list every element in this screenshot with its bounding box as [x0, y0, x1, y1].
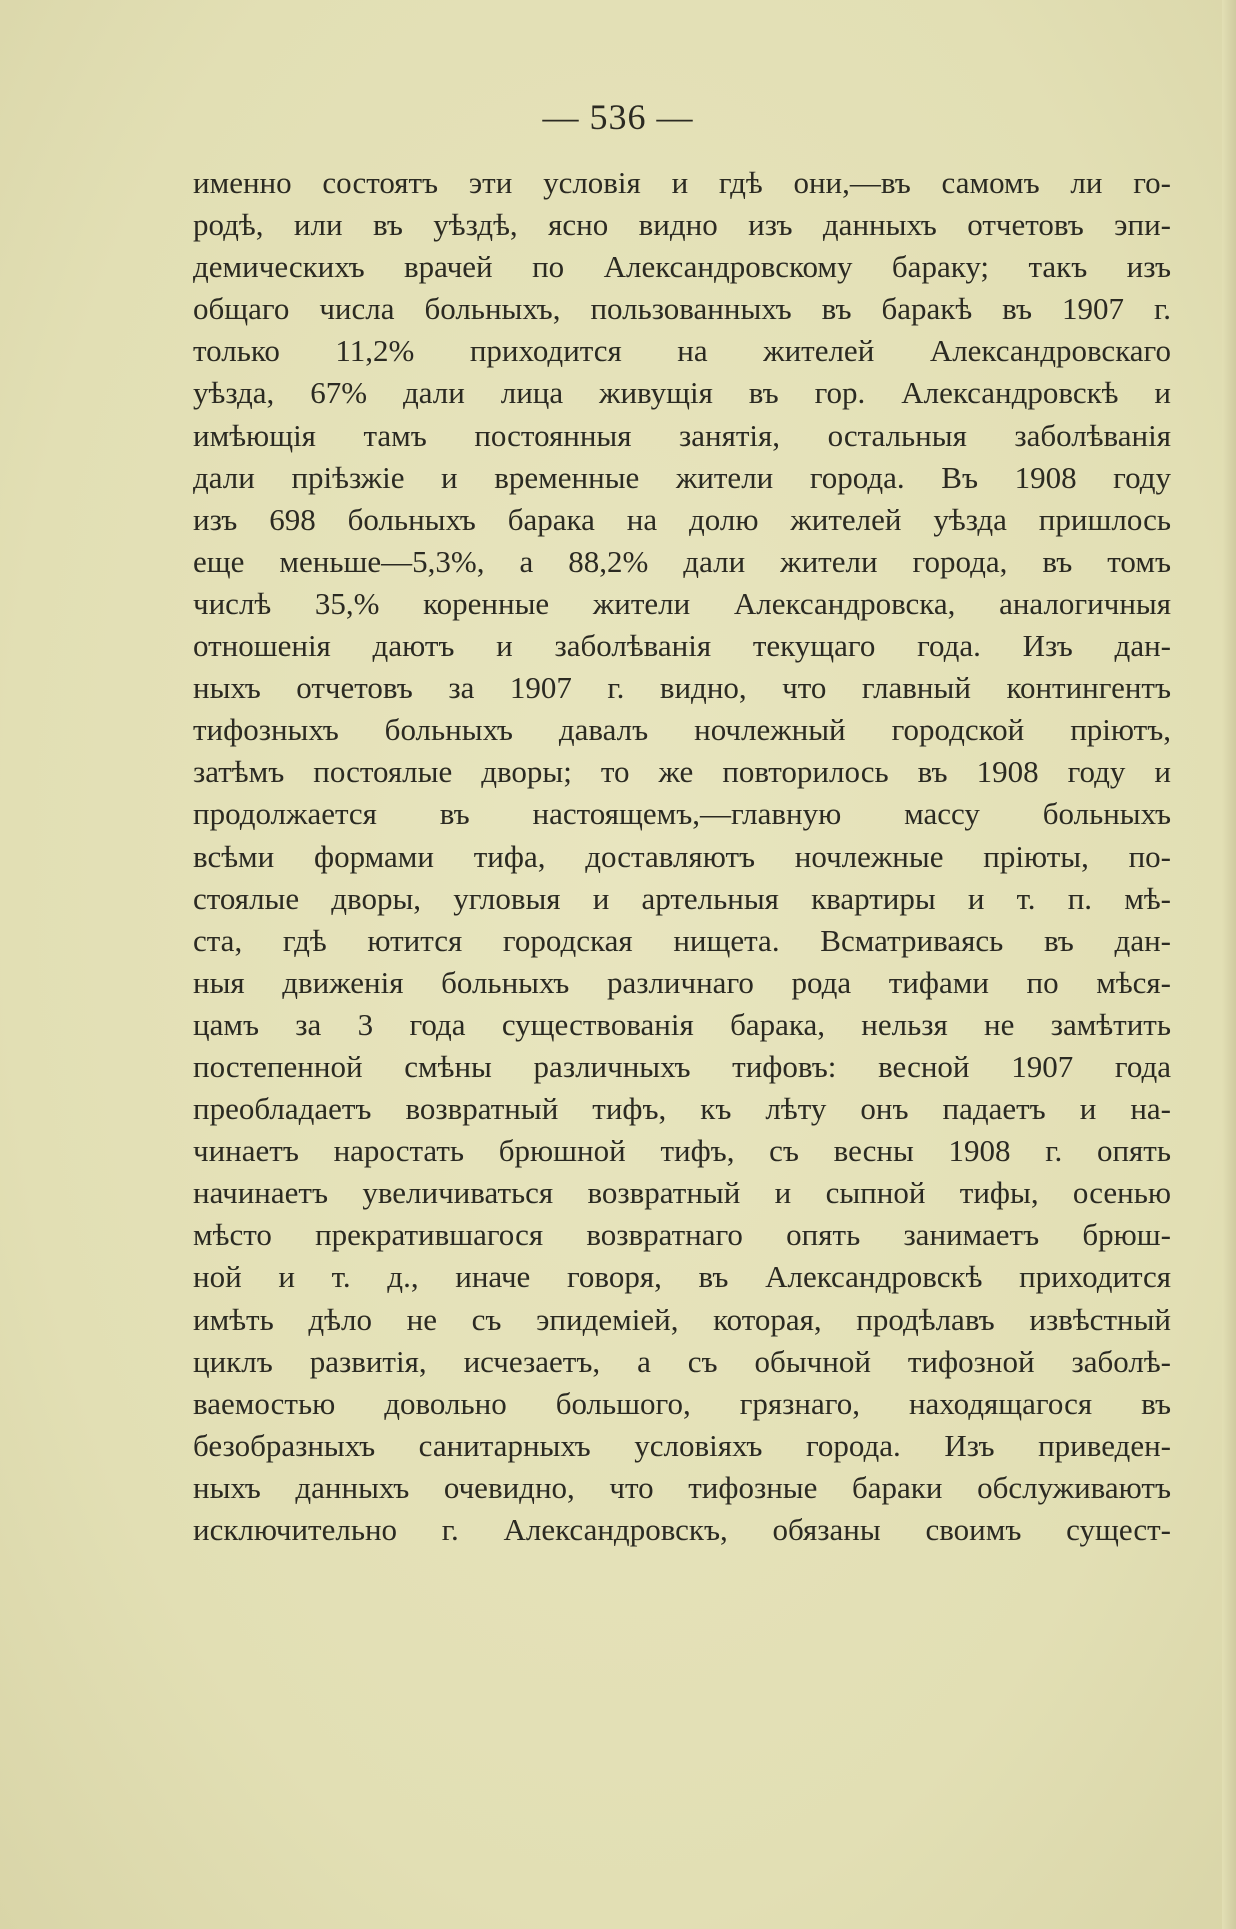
text-line: цамъ за 3 года существованія барака, нельзя не замѣтить: [193, 1006, 1171, 1042]
text-line: преобладаетъ возвратный тифъ, къ лѣту онъ падаетъ и на-: [193, 1091, 1171, 1127]
text-line: изъ 698 больныхъ барака на долю жителей уѣзда пришлось: [193, 501, 1171, 537]
text-line: стоялые дворы, угловыя и артельныя квартиры и т. п. мѣ-: [193, 880, 1171, 916]
text-line: уѣзда, 67% дали лица живущія въ гор. Александровскѣ и: [193, 375, 1171, 411]
text-line: всѣми формами тифа, доставляютъ ночлежные пріюты, по-: [193, 838, 1171, 874]
text-line: безобразныхъ санитарныхъ условіяхъ города. Изъ приведен-: [193, 1427, 1171, 1463]
text-line: ста, гдѣ ютится городская нищета. Всматриваясь въ дан-: [193, 922, 1171, 958]
text-line: тифозныхъ больныхъ давалъ ночлежный городской пріютъ,: [193, 712, 1171, 748]
text-line: начинаетъ увеличиваться возвратный и сыпной тифы, осенью: [193, 1175, 1171, 1211]
text-line: постепенной смѣны различныхъ тифовъ: весной 1907 года: [193, 1048, 1171, 1084]
text-line: циклъ развитія, исчезаетъ, а съ обычной тифозной заболѣ-: [193, 1343, 1171, 1379]
body-text: [193, 162, 1171, 1551]
text-line: демическихъ врачей по Александровскому бараку; такъ изъ: [193, 249, 1171, 285]
text-line: ныхъ данныхъ очевидно, что тифозные бараки обслуживаютъ: [193, 1469, 1171, 1505]
text-line: ныхъ отчетовъ за 1907 г. видно, что главный контингентъ: [193, 670, 1171, 706]
text-line: дали пріѣзжіе и временные жители города. Въ 1908 году: [193, 459, 1171, 495]
text-line: еще меньше—5,3%, а 88,2% дали жители города, въ томъ: [193, 543, 1171, 579]
text-line: общаго числа больныхъ, пользованныхъ въ баракѣ въ 1907 г.: [193, 291, 1171, 327]
page-edge: [1222, 0, 1236, 1929]
text-line: ной и т. д., иначе говоря, въ Александровскѣ приходится: [193, 1259, 1171, 1295]
text-line: имѣющія тамъ постоянныя занятія, остальныя заболѣванія: [193, 417, 1171, 453]
text-line: продолжается въ настоящемъ,—главную массу больныхъ: [193, 796, 1171, 832]
text-line: ваемостью довольно большого, грязнаго, находящагося въ: [193, 1385, 1171, 1421]
text-line: имѣть дѣло не съ эпидеміей, которая, продѣлавъ извѣстный: [193, 1301, 1171, 1337]
text-line: именно состоятъ эти условія и гдѣ они,—въ самомъ ли го-: [193, 165, 1171, 200]
text-line: мѣсто прекратившагося возвратнаго опять занимаетъ брюш-: [193, 1217, 1171, 1253]
text-line: числѣ 35,% коренные жители Александровска, аналогичныя: [193, 585, 1171, 621]
text-line: отношенія даютъ и заболѣванія текущаго года. Изъ дан-: [193, 628, 1171, 664]
text-line: затѣмъ постоялые дворы; то же повторилось въ 1908 году и: [193, 754, 1171, 790]
text-line: только 11,2% приходится на жителей Александровскаго: [193, 333, 1171, 369]
text-line: чинаетъ наростать брюшной тифъ, съ весны 1908 г. опять: [193, 1133, 1171, 1169]
text-line: ныя движенія больныхъ различнаго рода тифами по мѣся-: [193, 964, 1171, 1000]
text-line: исключительно г. Александровскъ, обязаны своимъ сущест-: [193, 1512, 1171, 1547]
text-line: родѣ, или въ уѣздѣ, ясно видно изъ данныхъ отчетовъ эпи-: [193, 207, 1171, 243]
page-number: — 536 —: [542, 97, 694, 137]
